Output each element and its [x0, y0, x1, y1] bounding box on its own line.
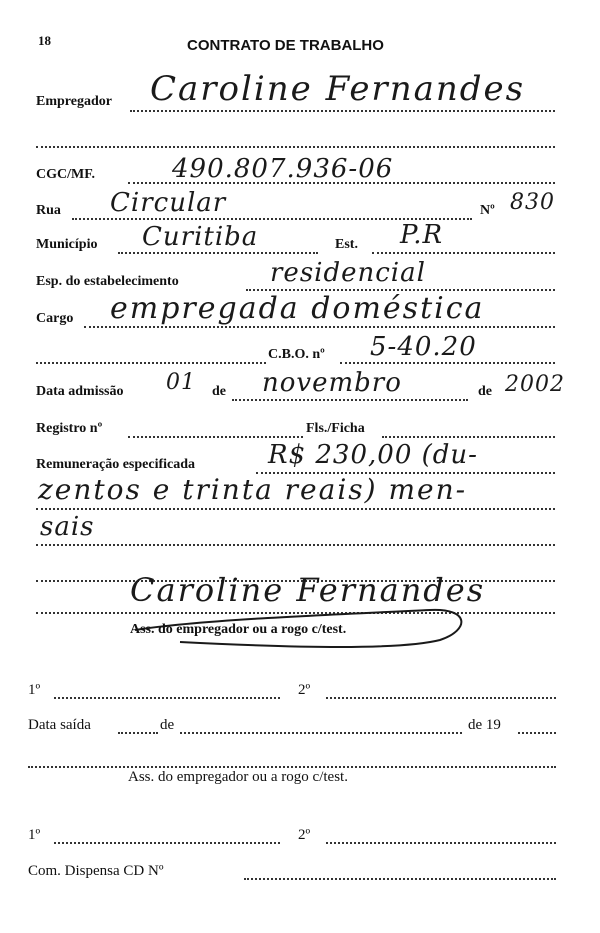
fls-ficha-label: Fls./Ficha	[306, 421, 365, 436]
page-title: CONTRATO DE TRABALHO	[187, 37, 384, 54]
esp-label: Esp. do estabelecimento	[36, 274, 179, 289]
numero-value: 830	[510, 190, 555, 215]
municipio-value: Curitiba	[142, 222, 259, 252]
cgc-label: CGC/MF.	[36, 167, 95, 182]
saida-blank-line	[28, 766, 556, 768]
cargo-value: empregada doméstica	[110, 291, 485, 326]
empregador-label: Empregador	[36, 94, 112, 109]
admissao-label: Data admissão	[36, 384, 124, 399]
esp-value: residencial	[270, 258, 426, 288]
remuneracao-label: Remuneração especificada	[36, 457, 196, 472]
admissao-dia: 01	[166, 370, 196, 395]
com-dispensa-line	[244, 878, 556, 880]
testemunha-2-label: 2º	[298, 682, 311, 698]
testemunha-1-label: 1º	[28, 682, 41, 698]
testemunha-3-label: 1º	[28, 827, 41, 843]
empregador-value: Caroline Fernandes	[150, 69, 526, 109]
estado-label: Est.	[335, 237, 358, 252]
data-saida-ano-line	[518, 732, 556, 734]
data-saida-mes-line	[180, 732, 462, 734]
cbo-value: 5-40.20	[370, 332, 477, 362]
remuneracao-value-2: zentos e trinta reais) men-	[38, 473, 468, 506]
com-dispensa-label: Com. Dispensa CD Nº	[28, 863, 164, 879]
admissao-ano: 2002	[505, 372, 565, 397]
testemunha-1-line	[54, 697, 280, 699]
rua-value: Circular	[110, 188, 227, 218]
numero-label: Nº	[480, 203, 495, 218]
page-number: 18	[38, 33, 51, 48]
data-saida-dia-line	[118, 732, 158, 734]
cgc-value: 490.807.936-06	[172, 154, 394, 184]
data-saida-label: Data saída	[28, 717, 91, 733]
admissao-mes: novembro	[262, 368, 402, 398]
testemunha-3-line	[54, 842, 280, 844]
rua-label: Rua	[36, 203, 61, 218]
data-saida-de19: de 19	[468, 717, 501, 733]
admissao-de-1: de	[212, 384, 226, 399]
admissao-de-2: de	[478, 384, 492, 399]
testemunha-4-label: 2º	[298, 827, 311, 843]
municipio-label: Município	[36, 237, 98, 252]
ass-empregador-label-2: Ass. do empregador ou a rogo c/test.	[128, 769, 348, 785]
employer-signature: Caroline Fernandes	[130, 571, 486, 609]
cbo-label: C.B.O. nº	[268, 347, 325, 362]
data-saida-de: de	[160, 717, 175, 733]
testemunha-2-line	[326, 697, 556, 699]
remuneracao-value-3: sais	[40, 512, 95, 542]
cargo-label: Cargo	[36, 311, 74, 326]
ass-empregador-label-1: Ass. do empregador ou a rogo c/test.	[130, 622, 347, 637]
testemunha-4-line	[326, 842, 556, 844]
estado-value: P.R	[400, 220, 444, 250]
remuneracao-value-1: R$ 230,00 (du-	[268, 440, 478, 470]
registro-label: Registro nº	[36, 421, 103, 436]
